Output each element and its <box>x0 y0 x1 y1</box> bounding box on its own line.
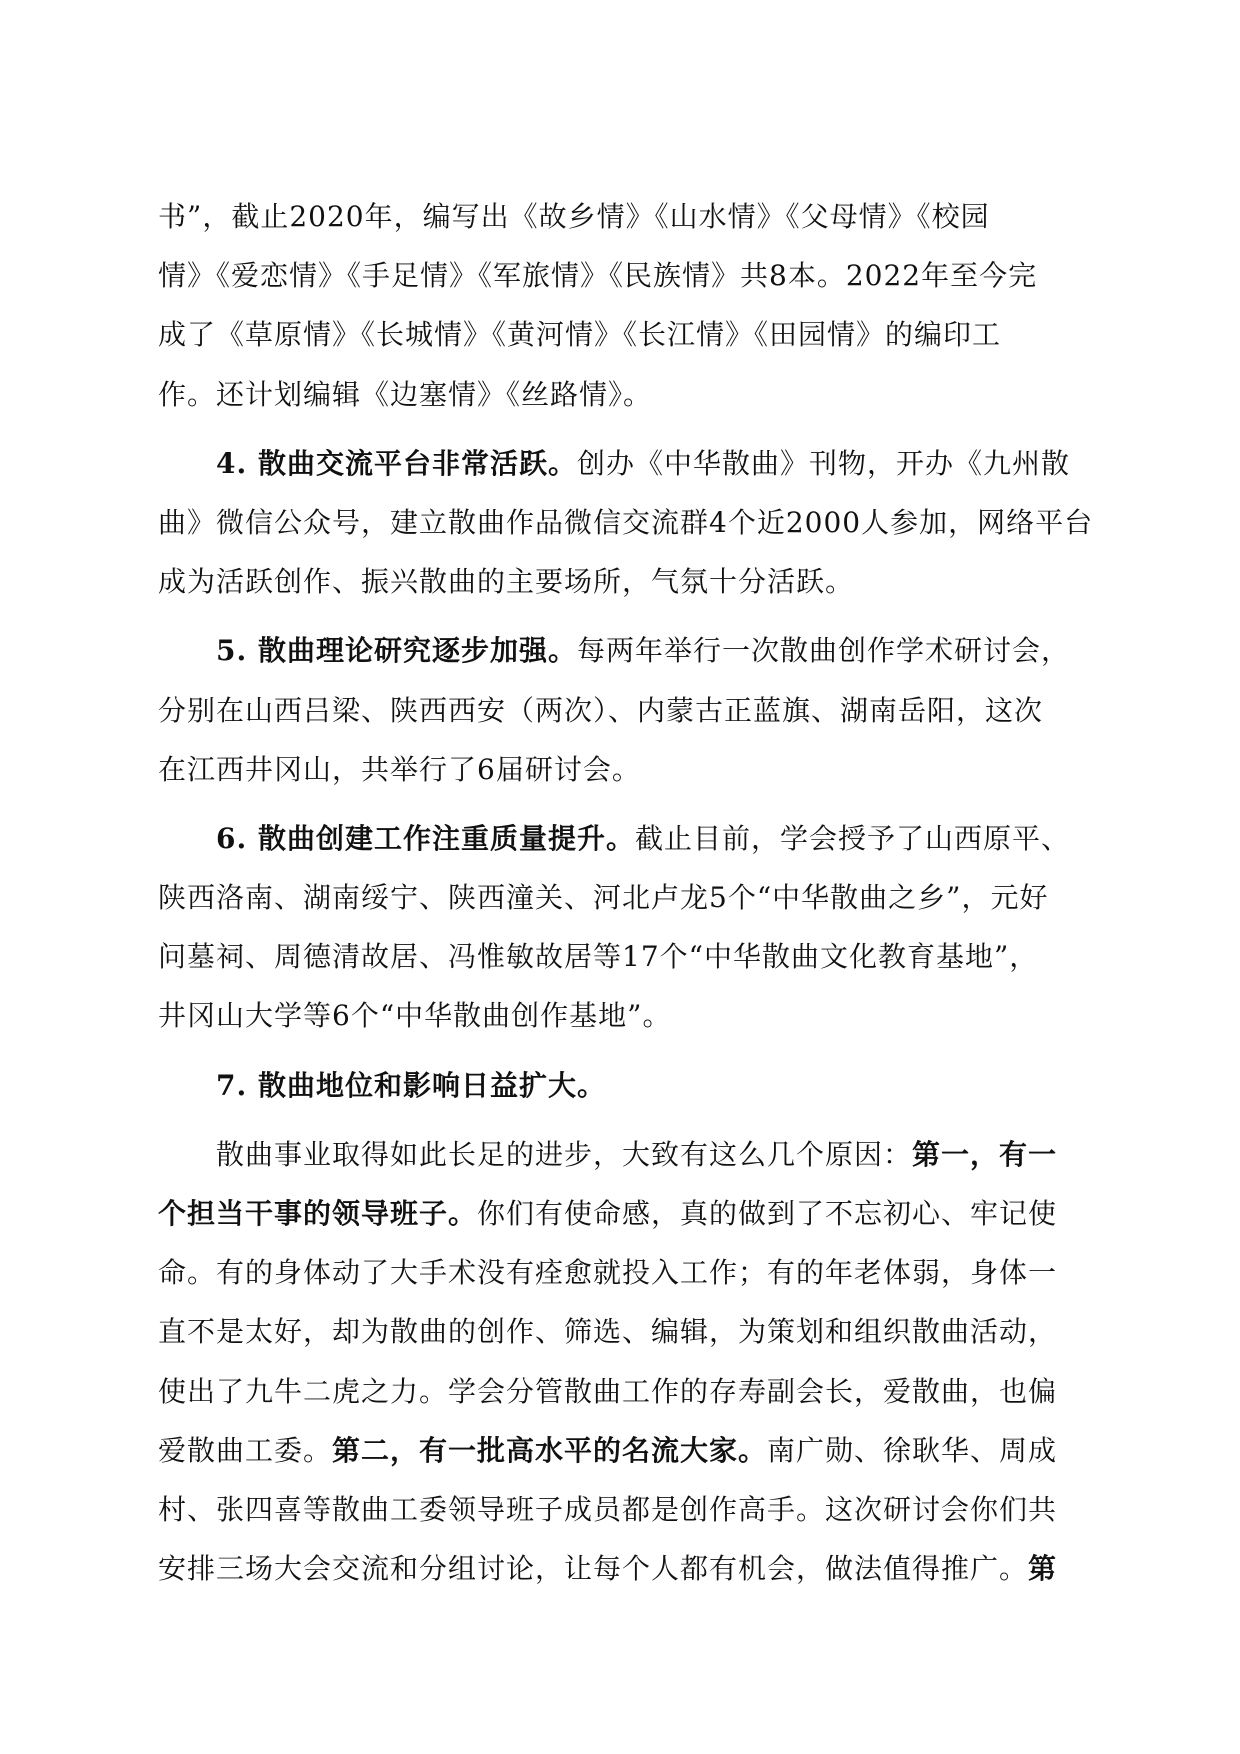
closing-line-2 <box>158 1184 1086 1243</box>
text-line: 成了《草原情》《长城情》《黄河情》《长江情》《田园情》的编印工 <box>158 318 1002 352</box>
section-6-line-1 <box>158 809 1086 868</box>
text-line: 成为活跃创作、振兴散曲的主要场所，气氛十分活跃。 <box>158 565 855 599</box>
closing-bold: 第二，有一批高水平的名流大家。 <box>332 1433 768 1467</box>
closing-bold: 第 <box>1028 1552 1058 1586</box>
text-line: 在江西井冈山，共举行了6届研讨会。 <box>158 752 641 786</box>
closing-text: 南广勋、徐耿华、周成 <box>767 1433 1058 1467</box>
closing-line-6 <box>158 1421 1086 1480</box>
document-body <box>158 187 1094 1598</box>
text-line: 井冈山大学等6个“中华散曲创作基地”。 <box>158 999 672 1033</box>
section-7-heading: 7. 散曲地位和影响日益扩大。 <box>216 1068 606 1102</box>
closing-line-1 <box>158 1125 1086 1184</box>
section-7-line-1 <box>158 1056 1086 1115</box>
section-5-line-1 <box>158 621 1086 680</box>
text-line: 使出了九牛二虎之力。学会分管散曲工作的存寿副会长，爱散曲，也偏 <box>158 1374 1058 1408</box>
section-6-text: 截止目前，学会授予了山西原平、 <box>634 821 1070 855</box>
text-line: 直不是太好，却为散曲的创作、筛选、编辑，为策划和组织散曲活动， <box>158 1315 1058 1349</box>
closing-bold: 第一，有一 <box>912 1137 1058 1171</box>
section-4-line-1 <box>158 434 1086 493</box>
text-line: 陕西洛南、湖南绥宁、陕西潼关、河北卢龙5个“中华散曲之乡”，元好 <box>158 881 1049 915</box>
section-4-heading: 4. 散曲交流平台非常活跃。 <box>216 446 577 480</box>
text-line: 村、张四喜等散曲工委领导班子成员都是创作高手。这次研讨会你们共 <box>158 1492 1058 1526</box>
text-line: 命。有的身体动了大手术没有痊愈就投入工作；有的年老体弱，身体一 <box>158 1256 1058 1290</box>
section-4-text: 创办《中华散曲》刊物，开办《九州散 <box>576 446 1070 480</box>
section-5-heading: 5. 散曲理论研究逐步加强。 <box>216 634 577 668</box>
text-line: 作。还计划编辑《边塞情》《丝路情》。 <box>158 377 653 411</box>
section-6-heading: 6. 散曲创建工作注重质量提升。 <box>216 821 635 855</box>
closing-text: 散曲事业取得如此长足的进步，大致有这么几个原因： <box>216 1137 913 1171</box>
closing-text: 安排三场大会交流和分组讨论，让每个人都有机会，做法值得推广。 <box>158 1552 1029 1586</box>
closing-line-8 <box>158 1539 1086 1598</box>
text-line: 曲》微信公众号，建立散曲作品微信交流群4个近2000人参加，网络平台 <box>158 505 1094 539</box>
text-line: 问墓祠、周德清故居、冯惟敏故居等17个“中华散曲文化教育基地”， <box>158 940 1039 974</box>
section-5-text: 每两年举行一次散曲创作学术研讨会， <box>576 634 1070 668</box>
closing-text: 爱散曲工委。 <box>158 1433 333 1467</box>
text-line: 书”，截止2020年，编写出《故乡情》《山水情》《父母情》《校园 <box>158 200 990 233</box>
closing-bold: 个担当干事的领导班子。 <box>158 1197 478 1230</box>
text-line: 情》《爱恋情》《手足情》《军旅情》《民族情》共8本。2022年至今完 <box>158 259 1038 293</box>
closing-text: 你们有使命感，真的做到了不忘初心、牢记使 <box>477 1197 1058 1230</box>
text-line: 分别在山西吕梁、陕西西安（两次）、内蒙古正蓝旗、湖南岳阳，这次 <box>158 693 1044 727</box>
